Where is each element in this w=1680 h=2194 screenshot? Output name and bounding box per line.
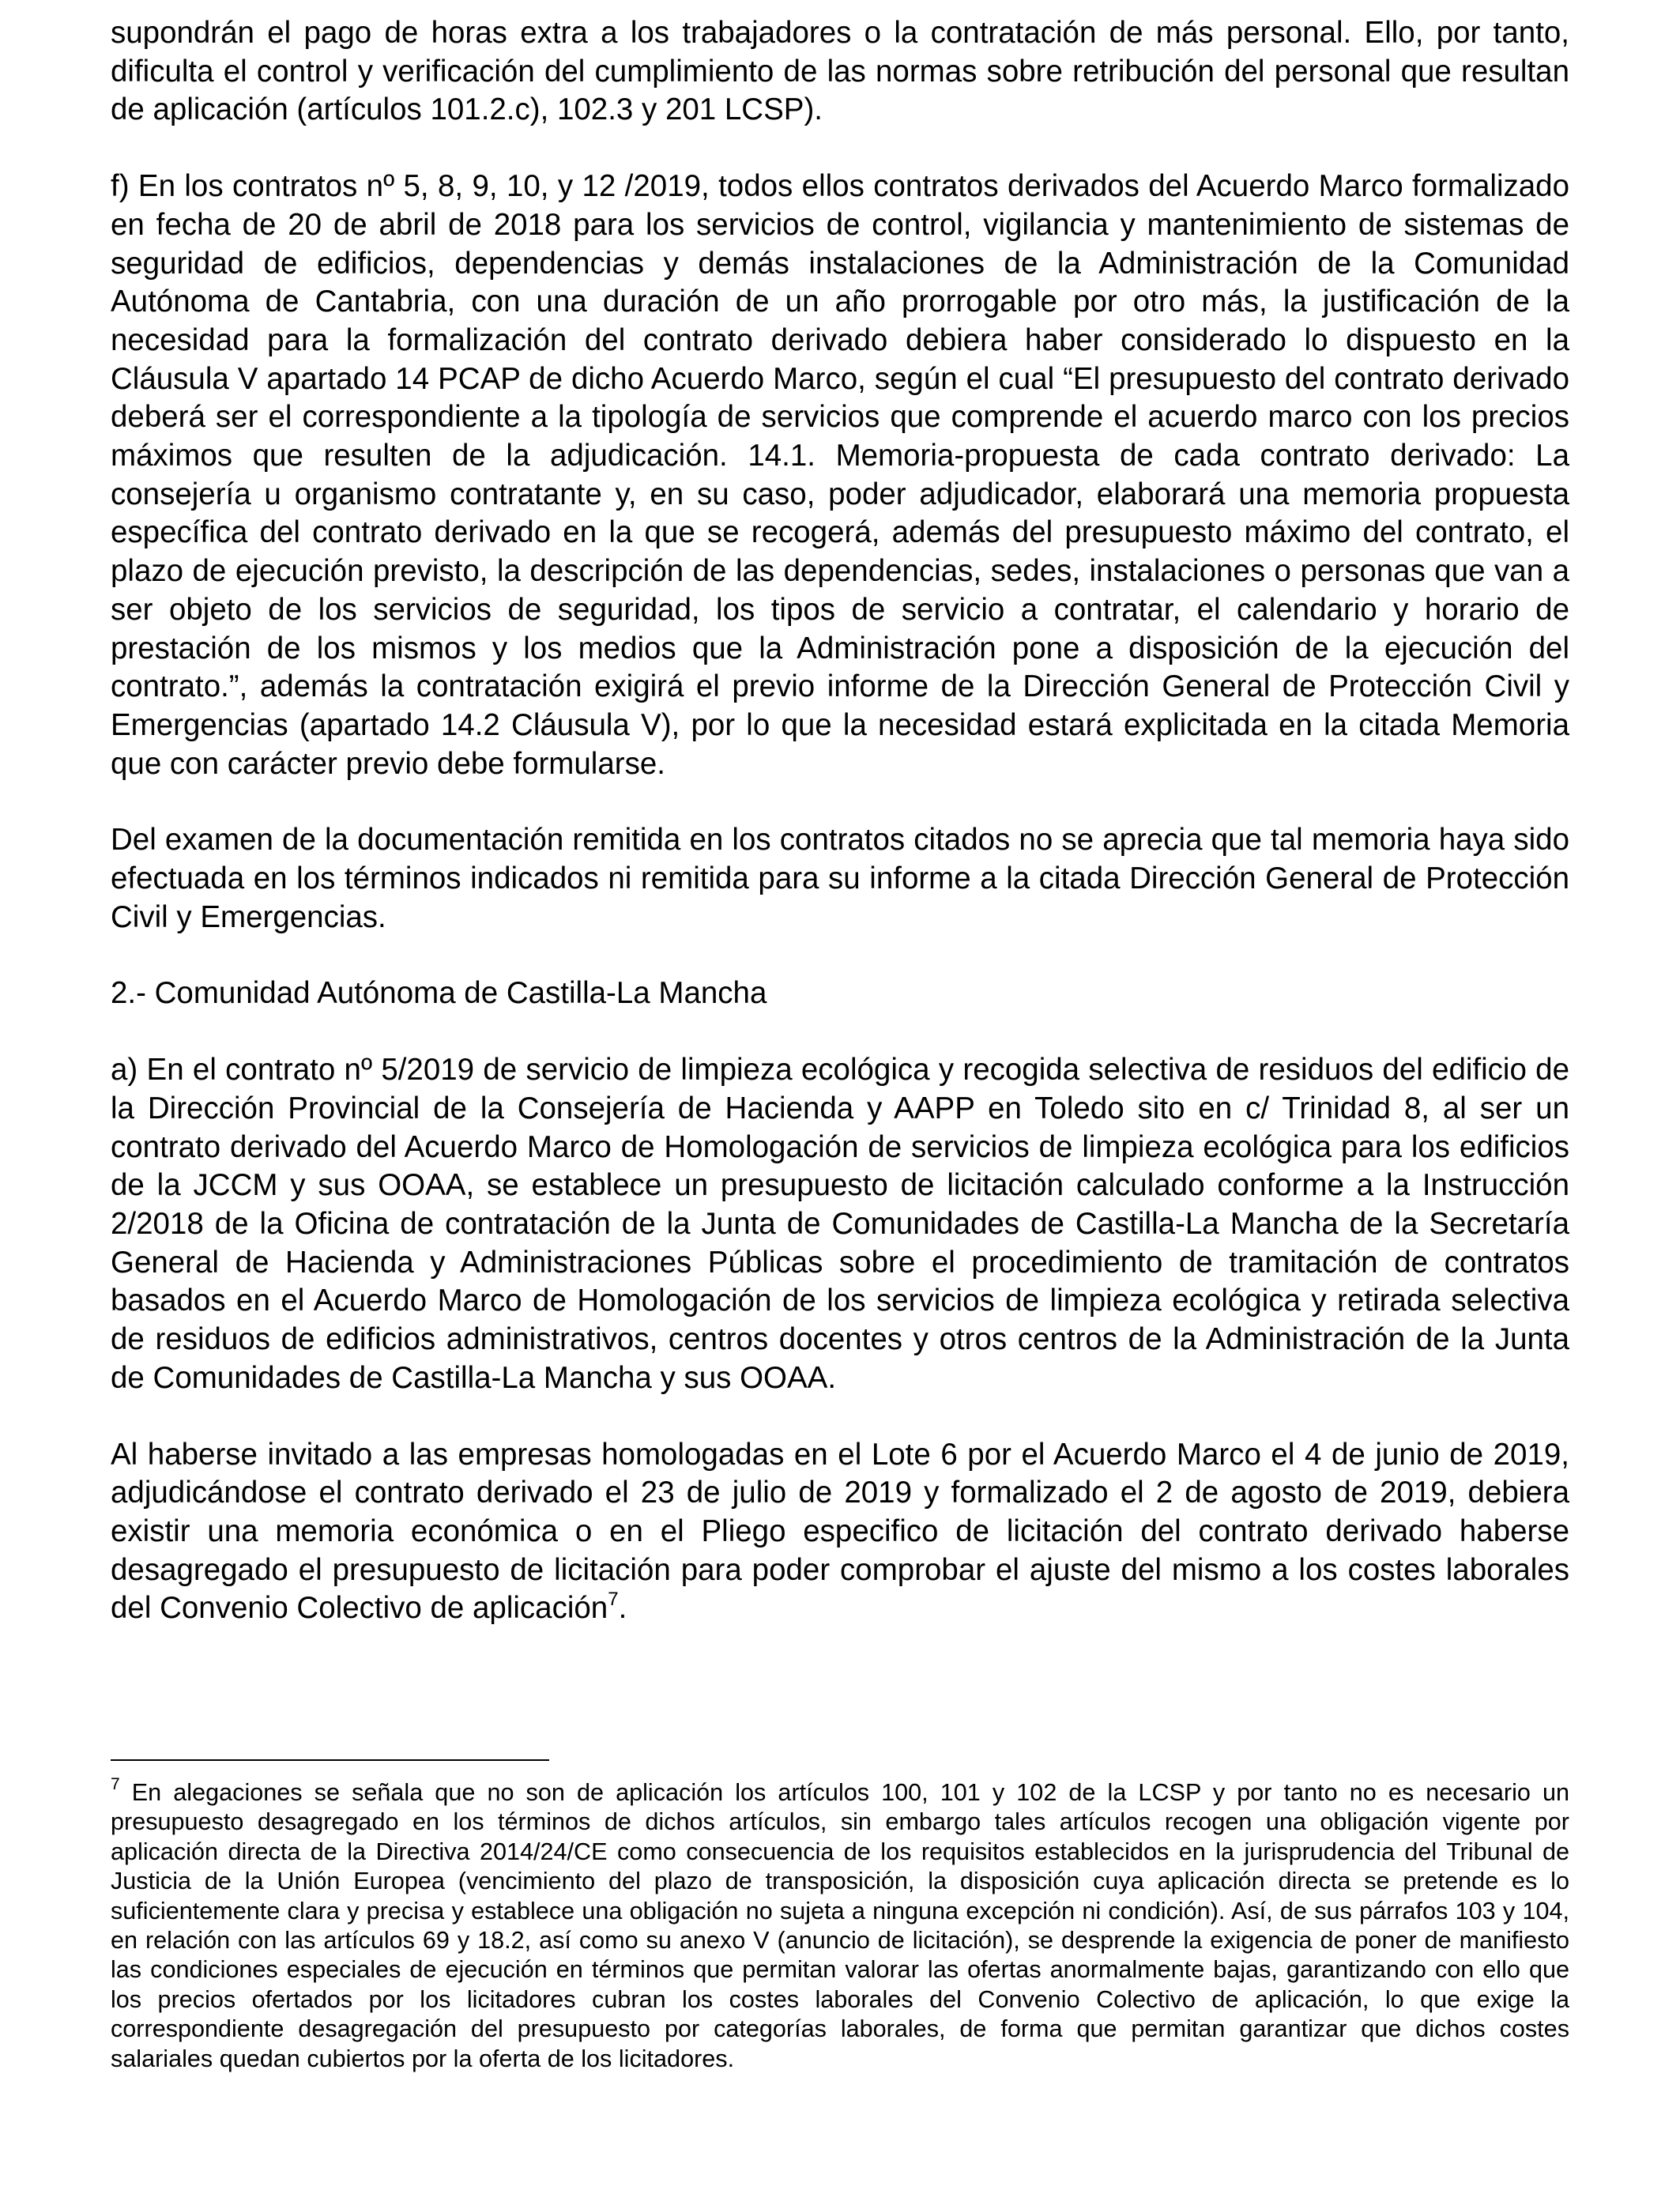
document-body xyxy=(111,14,1569,1666)
paragraph-examen-documentacion: Del examen de la documentación remitida en los contratos citados no se aprecia que tal memoria haya sido efectuada en los términos indicados ni remitida para su informe a la citada Dirección General de Protección Civil y Emergencias. xyxy=(111,823,1569,934)
paragraph-empresas-homologadas xyxy=(111,1436,1569,1629)
paragraph-tail: . xyxy=(618,1591,627,1626)
paragraph-personal-retribucion: supondrán el pago de horas extra a los trabajadores o la contratación de más personal. Ello, por tanto, dificulta el control y verificación del cumplimiento de las normas sobre retribución del personal que resultan de aplicación (artículos 101.2.c), 102.3 y 201 LCSP). xyxy=(111,16,1569,127)
footnote-separator xyxy=(111,1759,549,1761)
paragraph-empresas-homologadas-text: Al haberse invitado a las empresas homologadas en el Lote 6 por el Acuerdo Marco el 4 de junio de 2019, adjudicándose el contrato derivado el 23 de julio de 2019 y formalizado el 2 de agosto de 2019, debiera existir una memoria económica o en el Pliego especifico de licitación del contrato derivado haberse desagregado el presupuesto de licitación para poder comprobar el ajuste del mismo a los costes laborales del Convenio Colectivo de aplicación xyxy=(111,1437,1569,1626)
footnote-text: En alegaciones se señala que no son de aplicación los artículos 100, 101 y 102 de la LCSP y por tanto no es necesario un presupuesto desagregado en los términos de dichos artículos, sin embargo tales artículos recogen una obligación vigente por aplicación directa de la Directiva 2014/24/CE como consecuencia de los requisitos establecidos en la jurisprudencia del Tribunal de Justicia de la Unión Europea (vencimiento del plazo de transposición, la disposición cuya aplicación directa se pretende es lo suficientemente clara y precisa y establece una obligación no sujeta a ninguna excepción ni condición). Así, de sus párrafos 103 y 104, en relación con las artículos 69 y 18.2, así como su anexo V (anuncio de licitación), se desprende la exigencia de poner de manifiesto las condiciones especiales de ejecución en términos que permitan valorar las ofertas anormalmente bajas, garantizando con ello que los precios ofertados por los licitadores cubran los costes laborales del Convenio Colectivo de aplicación, lo que exige la correspondiente desagregación del presupuesto por categorías laborales, de forma que permitan garantizar que dichos costes salariales quedan cubiertos por la oferta de los licitadores. xyxy=(111,1779,1569,2072)
footnote xyxy=(111,1774,1569,2074)
footnote-marker: 7 xyxy=(111,1774,120,1793)
paragraph-contrato-limpieza: a) En el contrato nº 5/2019 de servicio de limpieza ecológica y recogida selectiva de residuos del edificio de la Dirección Provincial de la Consejería de Hacienda y AAPP en Toledo sito en c/ Trinidad 8, al ser un contrato derivado del Acuerdo Marco de Homologación de servicios de limpieza ecológica para los edificios de la JCCM y sus OOAA, se establece un presupuesto de licitación calculado conforme a la Instrucción 2/2018 de la Oficina de contratación de la Junta de Comunidades de Castilla-La Mancha de la Secretaría General de Hacienda y Administraciones Públicas sobre el procedimiento de tramitación de contratos basados en el Acuerdo Marco de Homologación de los servicios de limpieza ecológica y retirada selectiva de residuos de edificios administrativos, centros docentes y otros centros de la Administración de la Junta de Comunidades de Castilla-La Mancha y sus OOAA. xyxy=(111,1053,1569,1395)
section-heading-castilla-la-mancha: 2.- Comunidad Autónoma de Castilla-La Mancha xyxy=(111,976,767,1011)
footnote-reference[interactable]: 7 xyxy=(608,1589,619,1611)
paragraph-cantabria-acuerdo-marco: f) En los contratos nº 5, 8, 9, 10, y 12 /2019, todos ellos contratos derivados del Acuerdo Marco formalizado en fecha de 20 de abril de 2018 para los servicios de control, vigilancia y mantenimiento de sistemas de seguridad de edificios, dependencias y demás instalaciones de la Administración de la Comunidad Autónoma de Cantabria, con una duración de un año prorrogable por otro más, la justificación de la necesidad para la formalización del contrato derivado debiera haber considerado lo dispuesto en la Cláusula V apartado 14 PCAP de dicho Acuerdo Marco, según el cual “El presupuesto del contrato derivado deberá ser el correspondiente a la tipología de servicios que comprende el acuerdo marco con los precios máximos que resulten de la adjudicación. 14.1. Memoria-propuesta de cada contrato derivado: La consejería u organismo contratante y, en su caso, poder adjudicador, elaborará una memoria propuesta específica del contrato derivado en la que se recogerá, además del presupuesto máximo del contrato, el plazo de ejecución previsto, la descripción de las dependencias, sedes, instalaciones o personas que van a ser objeto de los servicios de seguridad, los tipos de servicio a contratar, el calendario y horario de prestación de los mismos y los medios que la Administración pone a disposición de la ejecución del contrato.”, además la contratación exigirá el previo informe de la Dirección General de Protección Civil y Emergencias (apartado 14.2 Cláusula V), por lo que la necesidad estará explicitada en la citada Memoria que con carácter previo debe formularse. xyxy=(111,169,1569,781)
